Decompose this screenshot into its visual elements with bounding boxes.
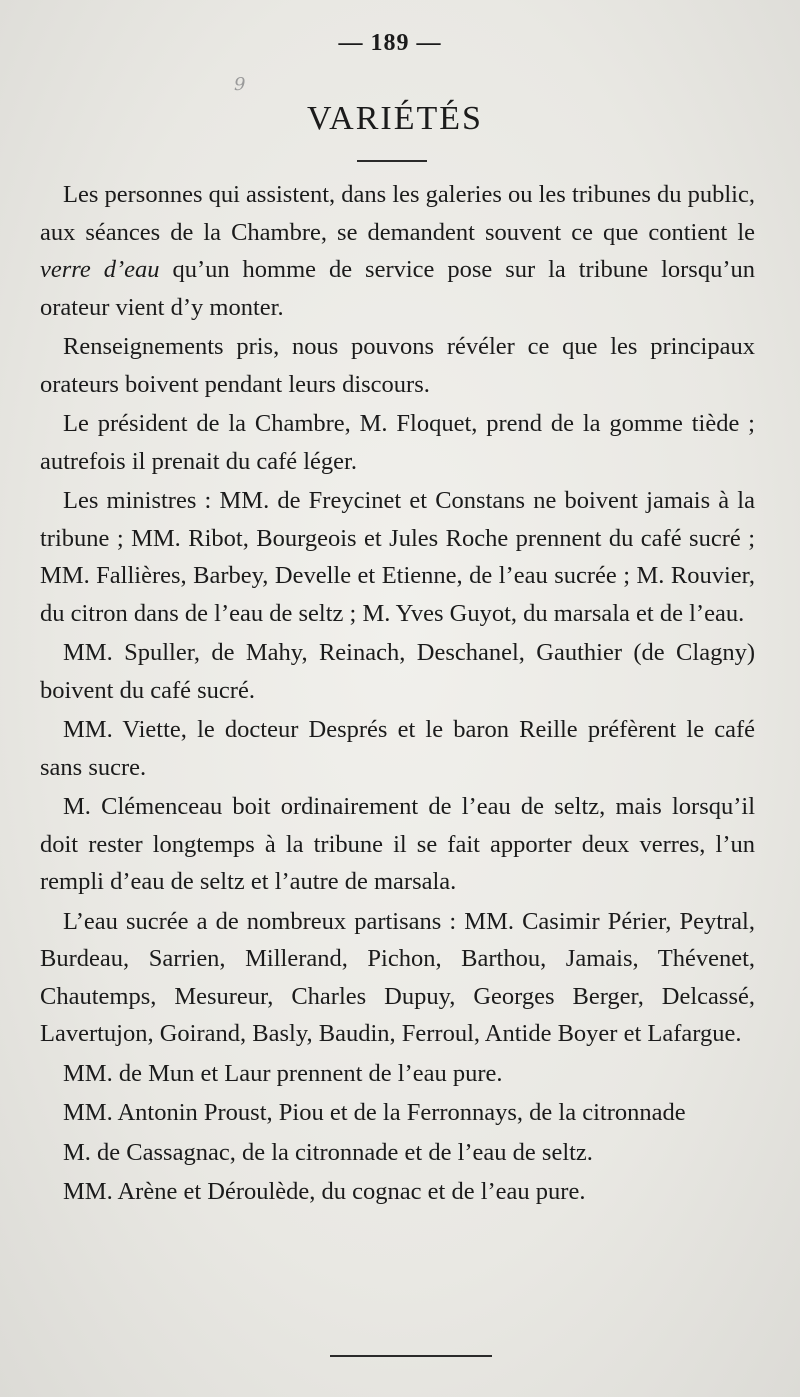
paragraph-6: MM. Viette, le docteur Després et le baron Reille préfèrent le café sans sucre. (40, 716, 755, 781)
section-title: VARIÉTÉS (307, 100, 483, 137)
paragraph-4: Les ministres : MM. de Freycinet et Constans ne boivent jamais à la tribune ; MM. Ribot, Bourgeois et Jules Roche prennent du café sucré ; MM. Fallières, Barbey, Develle et Etienne, de l’eau sucrée ; M. Rouvier, du citron dans de l’eau de seltz ; M. Yves Guyot, du marsala et de l’eau. (40, 487, 755, 627)
paragraph-3: Le président de la Chambre, M. Floquet, prend de la gomme tiède ; autrefois il prenait du café léger. (40, 410, 755, 475)
paragraph-9: MM. de Mun et Laur prennent de l’eau pure. (63, 1059, 503, 1087)
article-body (40, 176, 755, 1213)
paragraph-12: MM. Arène et Déroulède, du cognac et de l’eau pure. (63, 1178, 586, 1205)
paragraph-10: MM. Antonin Proust, Piou et de la Ferronnays, de la citronnade (63, 1099, 686, 1126)
paragraph-11: M. de Cassagnac, de la citronnade et de l’eau de seltz. (63, 1138, 593, 1166)
paragraph-8: L’eau sucrée a de nombreux partisans : MM. Casimir Périer, Peytral, Burdeau, Sarrien, Millerand, Pichon, Barthou, Jamais, Thévenet, Chautemps, Mesureur, Charles Dupuy, Georges Berger, Delcassé, Lavertujon, Goirand, Basly, Baudin, Ferroul, Antide Boyer et Lafargue. (40, 907, 755, 1047)
paragraph-1-text-before: Les personnes qui assistent, dans les galeries ou les tribunes du public, aux séances de la Chambre, se demandent souvent ce que contient le (40, 181, 755, 246)
paragraph-1-text-after: qu’un homme de service pose sur la tribune lorsqu’un orateur vient d’y monter. (40, 256, 755, 321)
title-rule (357, 160, 427, 162)
paragraph-7: M. Clémenceau boit ordinairement de l’eau de seltz, mais lorsqu’il doit rester longtemps à la tribune il se fait apporter deux verres, l’un rempli d’eau de seltz et l’autre de marsala. (40, 793, 755, 895)
paragraph-1-italic: verre d’eau (40, 256, 160, 283)
page-number: — 189 — (338, 30, 442, 56)
paragraph-2: Renseignements pris, nous pouvons révéler ce que les principaux orateurs boivent pendant leurs discours. (40, 333, 755, 398)
paragraph-1 (40, 176, 755, 326)
paragraph-5: MM. Spuller, de Mahy, Reinach, Deschanel, Gauthier (de Clagny) boivent du café sucré. (40, 639, 755, 704)
end-rule (330, 1355, 492, 1357)
pencil-annotation: 9 (234, 74, 246, 95)
